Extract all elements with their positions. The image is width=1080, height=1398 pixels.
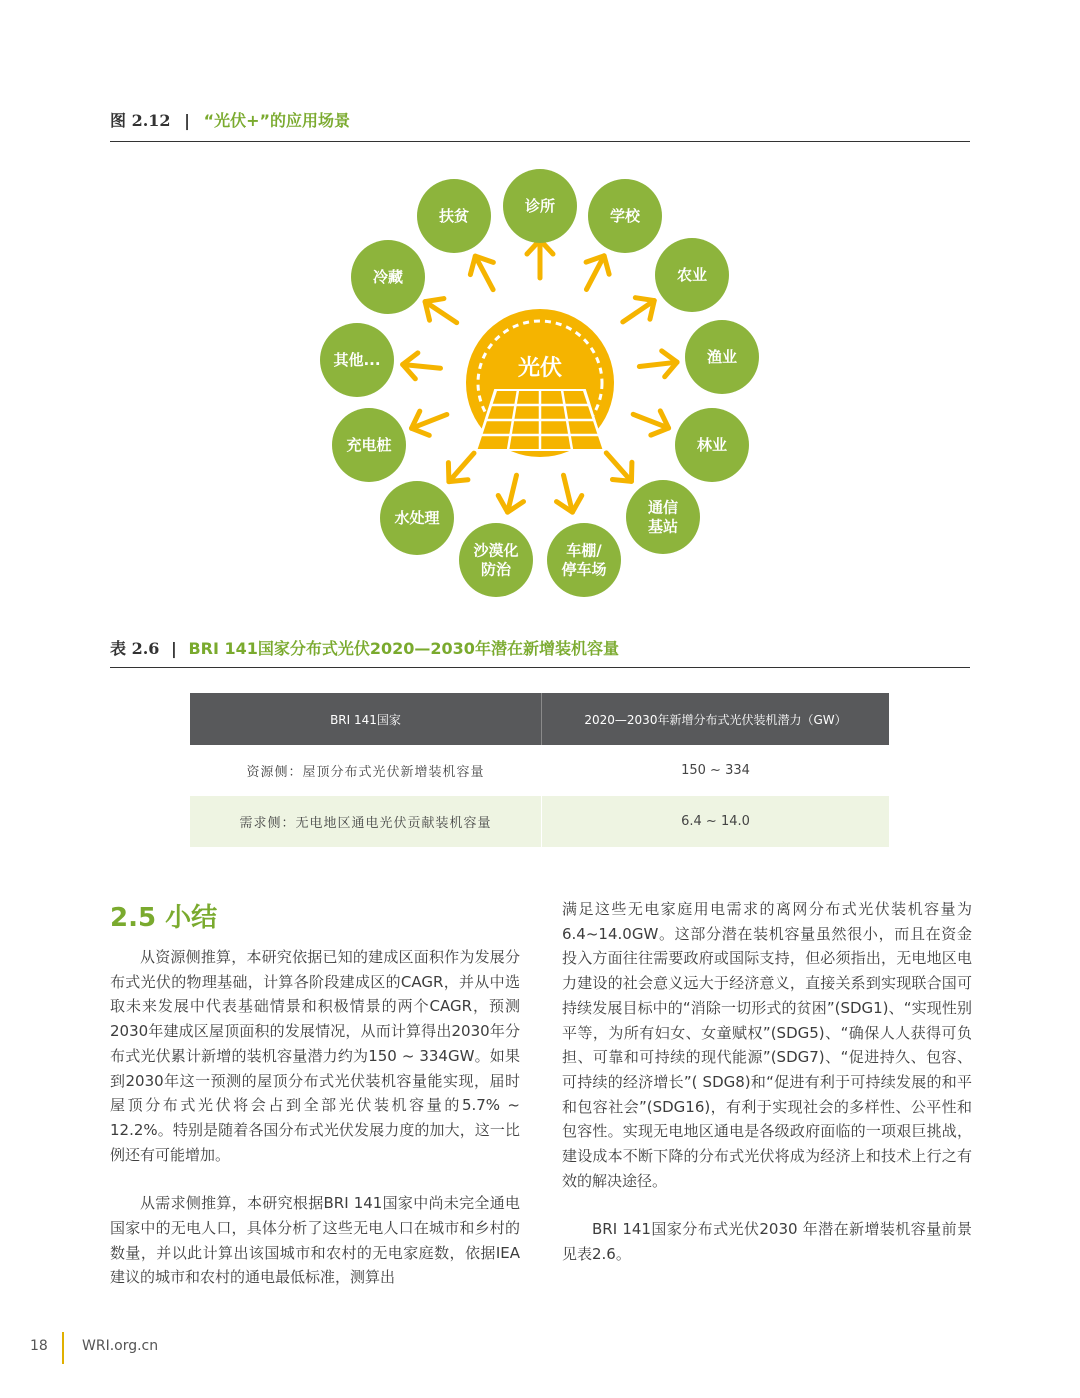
table-separator: | [171,639,177,658]
node-4 [685,320,759,394]
center-label: 光伏 [517,356,563,381]
sun-icon [466,309,614,457]
footer-divider [62,1332,64,1364]
node-2 [588,179,662,253]
left-column [110,945,520,1290]
node-label: 其他... [333,351,381,369]
site-link[interactable]: WRI.org.cn [82,1338,159,1354]
capacity-table [190,693,889,847]
node-label: 充电桩 [346,436,392,454]
arrow-5-icon [633,411,668,435]
arrow-1-icon [527,240,553,278]
arrow-2-icon [586,256,609,290]
arrow-12-icon [425,299,457,323]
paragraph: 从资源侧推算，本研究依据已知的建成区面积作为发展分布式光伏的物理基础，计算各阶段建成区的CAGR，并从中选取未来发展中代表基础情景和积极情景的两个CAGR，预测2030年建成区屋顶面积的发展情况，从而计算得出2030年分布式光伏累计新增的装机容量潜力约为150 ~ 334GW。如果到2030年这一预测的屋顶分布式光伏装机容量能实现，届时屋顶分布式光伏将会占到全部光伏装机容量的5.7% ~ 12.2%。特别是随着各国分布式光伏发展力度的加大，这一比例还有可能增加。 [110,948,520,1164]
figure-caption: “光伏+”的应用场景 [203,111,351,130]
arrow-7-icon [557,475,582,512]
node-3 [655,238,729,312]
node-label: 学校 [609,207,641,225]
page-number: 18 [30,1338,48,1354]
arrow-11-icon [403,353,441,379]
paragraph: 满足这些无电家庭用电需求的离网分布式光伏装机容量为6.4~14.0GW。这部分潜在装机容量虽然很小，而且在资金投入方面往往需要政府或国际支持，但必须指出，无电地区电力建设的社会意义远大于经济意义，直接关系到实现联合国可持续发展目标中的“消除一切形式的贫困”(SDG1)、“实现性别平等，为所有妇女、女童赋权”(SDG5)、“确保人人获得可负担、可靠和可持续的现代能源”(SDG7)、“促进持久、包容、可持续的经济增长”( SDG8)和“促进有利于可持续发展的和平和包容社会”(SDG16)，有利于实现社会的多样性、公平性和包容性。实现无电地区通电是各级政府面临的一项艰巨挑战，建设成本不断下降的分布式光伏将成为经济上和技术上行之有效的解决途径。 [562,900,972,1190]
node-label: 渔业 [706,348,738,366]
node-label: 沙漠化 [473,541,519,560]
table-rule [110,667,970,668]
row-value: 6.4 ~ 14.0 [542,796,890,847]
table-header-row [190,693,889,745]
node-10 [332,408,406,482]
node-label: 防治 [480,560,512,579]
row-label: 需求侧：无电地区通电光伏贡献装机容量 [190,796,542,847]
node-label: 通信 [647,498,679,517]
paragraph: 从需求侧推算，本研究根据BRI 141国家中尚未完全通电国家中的无电人口，具体分析了这些无电人口在城市和乡村的数量，并以此计算出该国城市和农村的无电家庭数，依据IEA建议的城市和农村的通电最低标准，测算出 [110,1194,520,1287]
table-number: 2.6 [131,639,160,658]
arrow-10-icon [412,411,447,435]
figure-label: 图 [110,111,127,130]
node-5 [675,408,749,482]
arrow-4-icon [639,351,677,377]
arrow-6-icon [606,453,632,481]
table-title [110,636,619,659]
paragraph: BRI 141国家分布式光伏2030 年潜在新增装机容量前景见表2.6。 [562,1220,972,1264]
node-label: 基站 [647,517,679,536]
node-label: 停车场 [561,560,607,579]
arrow-13-icon [470,256,493,290]
pv-application-diagram [0,0,1080,620]
node-11 [320,323,394,397]
node-label: 水处理 [394,509,440,527]
section-heading: 2.5 小结 [110,903,218,933]
node-label: 农业 [676,266,708,284]
node-6 [626,480,700,554]
node-label: 车棚/ [566,541,602,560]
node-7 [547,523,621,597]
node-12 [351,240,425,314]
table-label: 表 [110,639,127,658]
row-value: 150 ~ 334 [542,745,890,796]
node-label: 林业 [696,436,728,454]
table-caption: BRI 141国家分布式光伏2020—2030年潜在新增装机容量 [188,639,619,658]
node-label: 诊所 [524,197,556,215]
row-label: 资源侧：屋顶分布式光伏新增装机容量 [246,765,485,780]
table-row [190,796,889,847]
footer [30,1338,159,1354]
arrow-3-icon [623,298,654,322]
node-label: 冷藏 [372,268,404,286]
node-8 [459,523,533,597]
node-9 [380,481,454,555]
table-row [190,745,889,796]
figure-number: 2.12 [131,111,171,130]
node-1 [503,169,577,243]
arrow-8-icon [498,475,523,512]
right-column [562,897,972,1267]
node-label: 扶贫 [438,207,470,225]
node-13 [417,179,491,253]
arrow-9-icon [448,453,474,482]
figure-separator: | [184,111,190,130]
header-country: BRI 141国家 [190,693,542,745]
header-potential: 2020—2030年新增分布式光伏装机潜力（GW） [542,693,890,745]
